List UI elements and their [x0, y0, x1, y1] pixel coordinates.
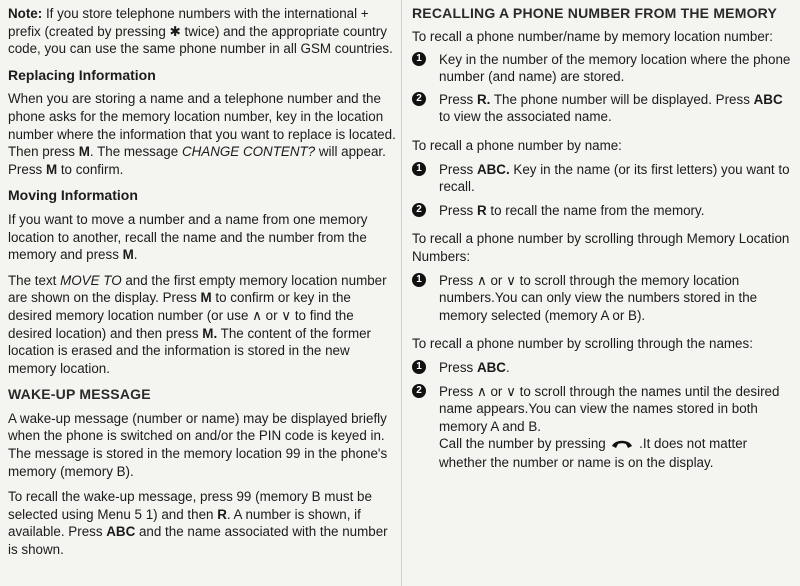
handset-icon [611, 436, 633, 454]
intro-name: To recall a phone number by name: [412, 137, 622, 153]
scroll-location-step-1: 1 Press ∧ or ∨ to scroll through the memory location numbers.You can only view the numbers stored in the memory selected (memory A or B). [412, 272, 796, 325]
scroll-names-step-1: 1 Press ABC. [412, 359, 796, 377]
bullet-two-icon: 2 [412, 384, 426, 398]
wakeup-heading: WAKE-UP MESSAGE [8, 386, 151, 403]
bullet-one-icon: 1 [412, 360, 426, 374]
wakeup-paragraph-2: To recall the wake-up message, press 99 (memory B must be selected using Menu 5 1) and then R. A number is shown, if available. Press ABC and the name associated with the number is shown. [8, 489, 388, 558]
replacing-heading: Replacing Information [8, 66, 156, 83]
intro-scroll-location: To recall a phone number by scrolling through Memory Location Numbers: [412, 231, 790, 264]
down-arrow-icon: ∨ [506, 383, 516, 399]
up-arrow-icon: ∧ [476, 383, 487, 399]
up-arrow-icon: ∧ [252, 307, 262, 323]
note-paragraph: Note: If you store telephone numbers with the international + prefix (created by pressing ✱ twice) and the appropriate country code, you can use the same phone number in all GSM countries. [8, 6, 393, 57]
bullet-two-icon: 2 [412, 92, 426, 106]
location-step-1: 1 Key in the number of the memory location where the phone number (and name) are stored. [412, 51, 796, 86]
note-label: Note: [8, 6, 43, 21]
intro-location: To recall a phone number/name by memory location number: [412, 29, 773, 44]
name-step-2: 2 Press R to recall the name from the memory. [412, 202, 796, 220]
right-column [412, 0, 796, 471]
replacing-paragraph: When you are storing a name and a telephone number and the phone asks for the memory location number, key in the location number where the information that you want to replace is located. Then press M. The message CHANGE CONTENT? will appear. Press M to confirm. [8, 91, 396, 177]
down-arrow-icon: ∨ [281, 307, 292, 323]
location-step-2: 2 Press R. The phone number will be displayed. Press ABC to view the associated name. [412, 91, 796, 126]
moving-paragraph-1: If you want to move a number and a name from one memory location to another, recall the name and the number from the memory and press M. [8, 211, 368, 263]
bullet-two-icon: 2 [412, 203, 426, 217]
scroll-names-step-2: 2 Press ∧ or ∨ to scroll through the names until the desired name appears.You can view the names stored in both memory A and B. Call the number by pressing .It does not matter whether the number or name is on the display. [412, 383, 796, 472]
column-divider [401, 0, 402, 586]
bullet-one-icon: 1 [412, 52, 426, 66]
wakeup-paragraph-1: A wake-up message (number or name) may be displayed briefly when the phone is switched on and/or the PIN code is keyed in. The message is stored in the memory location 99 in the phone's memory (memory B). [8, 410, 388, 479]
asterisk-icon: ✱ [169, 23, 181, 39]
bullet-one-icon: 1 [412, 162, 426, 176]
intro-scroll-names: To recall a phone number by scrolling through the names: [412, 336, 753, 352]
down-arrow-icon: ∨ [506, 272, 516, 288]
left-column [8, 0, 396, 559]
recall-heading: RECALLING A PHONE NUMBER FROM THE MEMORY [412, 5, 777, 21]
bullet-one-icon: 1 [412, 273, 426, 287]
moving-paragraph-2: The text MOVE TO and the first empty memory location number are shown on the display. Press M to confirm or key in the desired memory location number (or use ∧ or ∨ to find the desired location) and then press M. The content of the former location is erased and the information is stored in the new memory location. [8, 272, 387, 376]
up-arrow-icon: ∧ [476, 272, 487, 288]
moving-heading: Moving Information [8, 187, 138, 204]
name-step-1: 1 Press ABC. Key in the name (or its first letters) you want to recall. [412, 161, 796, 196]
